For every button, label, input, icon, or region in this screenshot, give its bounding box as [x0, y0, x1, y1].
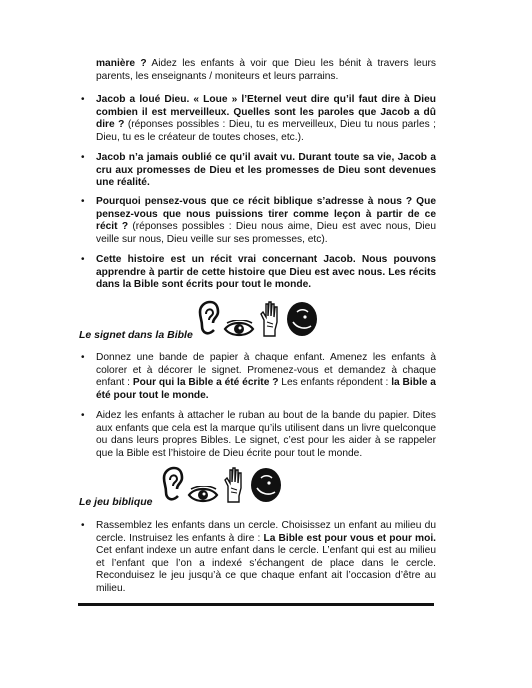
eye-icon [223, 320, 255, 338]
ear-icon [162, 466, 184, 504]
text-line [96, 279, 436, 292]
bullet-icon: • [81, 520, 85, 531]
text: que la Bible est l’histoire de Dieu écrite pour tout le monde. [96, 447, 363, 459]
bullet-icon: • [81, 254, 85, 265]
text-line [96, 570, 436, 583]
bold-text: combien il est merveilleux. Quelles sont les paroles que Jacob a dû [96, 106, 436, 118]
text-line [96, 209, 436, 222]
hand-icon [222, 466, 246, 504]
bullet-icon: • [81, 152, 85, 163]
bold-text: récit ? [96, 221, 129, 233]
text-line [96, 545, 436, 558]
text: Reconduisez le jeu jusqu’à ce que chaque enfant ait l’occasion d’être au [96, 570, 436, 582]
text-line [96, 377, 436, 390]
bold-text: la Bible a [391, 377, 436, 389]
text-line [96, 533, 436, 546]
text: Cet enfant indexe un autre enfant dans le cercle. L’enfant qui est au milieu [96, 545, 436, 557]
list-item [96, 410, 436, 460]
bullet-icon: • [81, 94, 85, 105]
head-icon [285, 300, 319, 338]
text-line [96, 558, 436, 571]
bullet-icon: • [81, 352, 85, 363]
sense-icons [198, 300, 319, 338]
text-line [96, 196, 436, 209]
text-line [96, 94, 436, 107]
section-heading-signet: Le signet dans la Bible [79, 329, 193, 341]
sense-icons [162, 466, 283, 504]
text-line [96, 177, 436, 190]
text-line [96, 107, 436, 120]
bold-text: pensez-vous que nous puissions tirer comme leçon à partir de ce [96, 208, 436, 220]
text-line [96, 435, 436, 448]
text-line [96, 221, 436, 234]
bold-text: Pourquoi pensez-vous que ce récit biblique s’adresse à nous ? Que [96, 196, 436, 207]
text: et l’enfant que l’on a indexé s’échangent de place dans le cercle. [96, 557, 436, 569]
bold-text: dire ? [96, 119, 125, 131]
eye-icon [187, 486, 219, 504]
bullet-icon: • [81, 410, 85, 421]
text: colorer et à décorer le signet. Promenez-vous et demandez à chaque [96, 364, 436, 376]
section-heading-jeu: Le jeu biblique [79, 496, 153, 508]
list-item [96, 352, 436, 402]
ear-icon [198, 300, 220, 338]
text: cercle. Instruisez les enfants à dire : [96, 532, 264, 544]
bold-text: cru aux promesses de Dieu et les promesses de Dieu sont devenues [96, 164, 436, 176]
bold-text: Pour qui la Bible a été écrite ? [132, 377, 279, 389]
text-line [96, 152, 436, 165]
intro-rest: Aidez les enfants à voir que Dieu les bénit à travers leurs [146, 58, 436, 69]
bold-text: Jacob n’a jamais oublié ce qu’il avait vu. Durant toute sa vie, Jacob a [96, 152, 436, 163]
text-line [96, 119, 436, 132]
text: enfant : [96, 377, 133, 389]
text-line [96, 132, 436, 145]
text-line [96, 410, 436, 423]
text: Rassemblez les enfants dans un cercle. Choisissez un enfant au milieu du [96, 520, 436, 531]
text: ou dans leurs propres Bibles. Le signet, c’est pour les aider à se rappeler [96, 435, 436, 447]
text-line [96, 520, 436, 533]
bold-text: La Bible est pour vous et pour moi. [263, 532, 436, 544]
list-item [96, 254, 436, 292]
text-line [96, 165, 436, 178]
text-line [96, 365, 436, 378]
list-item [96, 152, 436, 190]
text-line [96, 448, 436, 461]
text-line [96, 254, 436, 267]
bold-text: dans la Bible sont écrits pour tout le monde. [96, 279, 312, 291]
text-line [96, 352, 436, 365]
text: (réponses possibles : Dieu, tu es merveilleux, Dieu tu nous parles ; [124, 119, 436, 131]
bold-text: Jacob a loué Dieu. « Loue » l’Eternel veut dire qu’il faut dire à Dieu [96, 94, 436, 105]
text: Les enfants répondent : [278, 377, 392, 389]
head-icon [249, 466, 283, 504]
list-item [96, 94, 436, 144]
bold-text: Cette histoire est un récit vrai concernant Jacob. Nous pouvons [96, 254, 436, 265]
text: Aidez les enfants à attacher le ruban au bout de la bande du papier. Dites [96, 410, 436, 421]
intro-line-2: parents, les enseignants / moniteurs et leurs parrains. [96, 70, 339, 82]
text-line [96, 267, 436, 280]
bottom-rule [78, 603, 434, 606]
list-item [96, 520, 436, 596]
text: (réponses possibles : Dieu nous aime, Dieu est avec nous, Dieu [128, 221, 436, 233]
text-line [96, 234, 436, 247]
text-line [96, 423, 436, 436]
intro-paragraph [96, 58, 436, 83]
text: Donnez une bande de papier à chaque enfant. Amenez les enfants à [96, 352, 436, 363]
text-line [96, 390, 436, 403]
text-line [96, 583, 436, 596]
intro-bold: manière ? [96, 58, 147, 69]
bold-text: apprendre à partir de cette histoire que Dieu est avec nous. Les récits [96, 266, 436, 278]
text: aux enfants que cela est la marque qu’ils utilisent dans un livre quelconque [96, 422, 436, 434]
bold-text: une réalité. [96, 177, 150, 189]
intro-line-1 [96, 58, 436, 71]
bold-text: été pour tout le monde. [96, 389, 209, 401]
bullet-icon: • [81, 196, 85, 207]
list-item [96, 196, 436, 246]
text: Dieu, tu es le créateur de toutes choses, etc.). [96, 131, 304, 143]
hand-icon [258, 300, 282, 338]
text: milieu. [96, 582, 126, 594]
text: veille sur nous, Dieu veille sur ses promesses, etc). [96, 233, 328, 245]
